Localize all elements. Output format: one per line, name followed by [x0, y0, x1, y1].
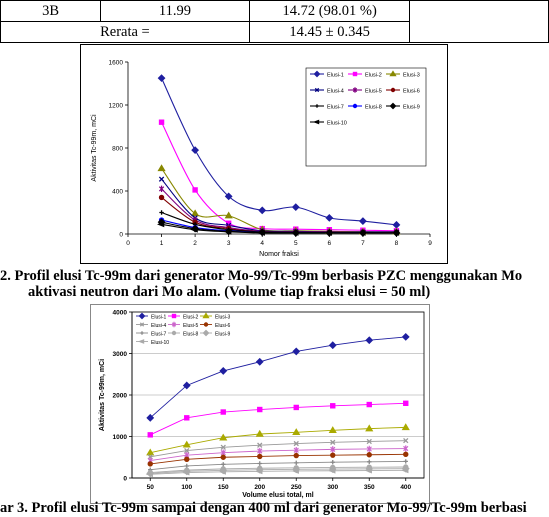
legend-label: Elusi-7: [151, 331, 167, 338]
data-table: [0, 0, 549, 43]
data-point: [404, 452, 408, 456]
y-tick-label: 1200: [108, 102, 123, 110]
x-tick-label: 9: [428, 240, 432, 247]
legend-marker: [353, 104, 356, 107]
figure-2-caption-line2: aktivasi neutron dari Mo alam. (Volume tiap fraksi elusi = 50 ml): [28, 284, 431, 300]
x-tick-label: 200: [254, 484, 266, 491]
legend-label: Elusi-1: [327, 72, 344, 79]
legend-label: Elusi-4: [327, 88, 344, 95]
data-point: [258, 407, 262, 411]
elution-profile-chart: [80, 44, 448, 264]
y-tick-label: 0: [123, 475, 127, 483]
data-point: [294, 405, 298, 409]
legend-label: Elusi-9: [403, 104, 420, 111]
legend-marker: [172, 314, 175, 317]
table-cell: 14.45 ± 0.345: [249, 22, 410, 43]
data-point: [159, 195, 163, 199]
table-cell: 3B: [1, 1, 101, 22]
data-point: [185, 416, 189, 420]
data-point: [404, 401, 408, 405]
legend-box: [306, 68, 426, 166]
legend-label: Elusi-6: [215, 323, 231, 329]
legend-label: Elusi-6: [403, 88, 420, 95]
y-tick-label: 0: [119, 231, 123, 239]
cumulative-elution-chart: [90, 304, 430, 504]
legend-label: Elusi-10: [327, 120, 347, 127]
y-tick-label: 1000: [112, 434, 127, 441]
x-tick-label: 6: [327, 240, 332, 247]
x-tick-label: 0: [126, 240, 130, 247]
x-axis-label: Nomor fraksi: [259, 251, 299, 258]
legend-label: Elusi-3: [403, 72, 420, 79]
x-tick-label: 250: [290, 484, 302, 491]
x-tick-label: 350: [363, 484, 375, 491]
legend-label: Elusi-4: [151, 323, 167, 329]
data-point: [185, 457, 189, 461]
legend-label: Elusi-9: [215, 331, 231, 338]
legend-label: Elusi-3: [215, 314, 231, 321]
legend-marker: [172, 331, 175, 334]
x-tick-label: 8: [394, 240, 399, 247]
x-tick-label: 5: [293, 240, 298, 247]
legend-label: Elusi-10: [151, 340, 170, 346]
data-point: [221, 410, 225, 414]
y-tick-label: 1600: [108, 59, 123, 67]
legend-marker: [204, 323, 207, 326]
data-point: [148, 433, 152, 437]
table-cell: [410, 1, 549, 43]
data-point: [367, 402, 371, 406]
legend-marker: [353, 72, 356, 75]
x-tick-label: 300: [327, 484, 339, 491]
data-point: [258, 454, 262, 458]
x-tick-label: 400: [400, 484, 412, 491]
data-point: [221, 455, 225, 459]
data-point: [331, 453, 335, 457]
x-tick-label: 50: [146, 484, 154, 491]
figure-3-caption-line1: ar 3. Profil elusi Tc-99m sampai dengan 400 ml dari generator Mo-99/Tc-99m berbasi: [0, 500, 527, 516]
legend-label: Elusi-2: [365, 72, 382, 79]
x-tick-label: 3: [226, 240, 231, 247]
data-point: [193, 188, 197, 192]
data-point: [159, 120, 163, 124]
figure-2-caption-line1: 2. Profil elusi Tc-99m dari generator Mo-99/Tc-99m berbasis PZC menggunakan Mo: [0, 268, 523, 284]
x-tick-label: 2: [193, 240, 197, 247]
x-axis-label: Volume elusi total, ml: [242, 492, 314, 499]
data-point: [331, 404, 335, 408]
x-tick-label: 7: [361, 240, 365, 247]
y-tick-label: 800: [112, 145, 123, 153]
x-tick-label: 150: [217, 484, 229, 491]
legend-label: Elusi-8: [365, 104, 382, 111]
legend-marker: [391, 88, 394, 91]
x-tick-label: 100: [181, 484, 193, 491]
y-tick-label: 400: [112, 188, 123, 196]
y-tick-label: 4000: [112, 309, 127, 317]
data-point: [367, 453, 371, 457]
legend: [306, 68, 426, 166]
x-tick-label: 1: [159, 240, 164, 247]
y-axis-label: Aktivitas Tc-99m, mCi: [91, 114, 98, 182]
y-tick-label: 3000: [112, 351, 127, 358]
x-tick-label: 4: [260, 240, 265, 247]
legend-label: Elusi-5: [365, 88, 382, 95]
table-row: [1, 1, 549, 22]
data-point: [148, 462, 152, 466]
table-cell: 11.99: [101, 1, 250, 22]
legend-label: Elusi-5: [183, 323, 199, 329]
y-tick-label: 2000: [112, 392, 127, 400]
data-point: [294, 453, 298, 457]
y-axis-label: Aktivitas Tc-99m, mCi: [99, 358, 106, 432]
legend-label: Elusi-7: [327, 104, 344, 111]
legend-label: Elusi-2: [183, 314, 199, 321]
legend-label: Elusi-1: [151, 314, 167, 321]
table-cell: Rerata =: [1, 22, 250, 43]
legend-label: Elusi-8: [183, 331, 199, 338]
table-cell: 14.72 (98.01 %): [249, 1, 410, 22]
